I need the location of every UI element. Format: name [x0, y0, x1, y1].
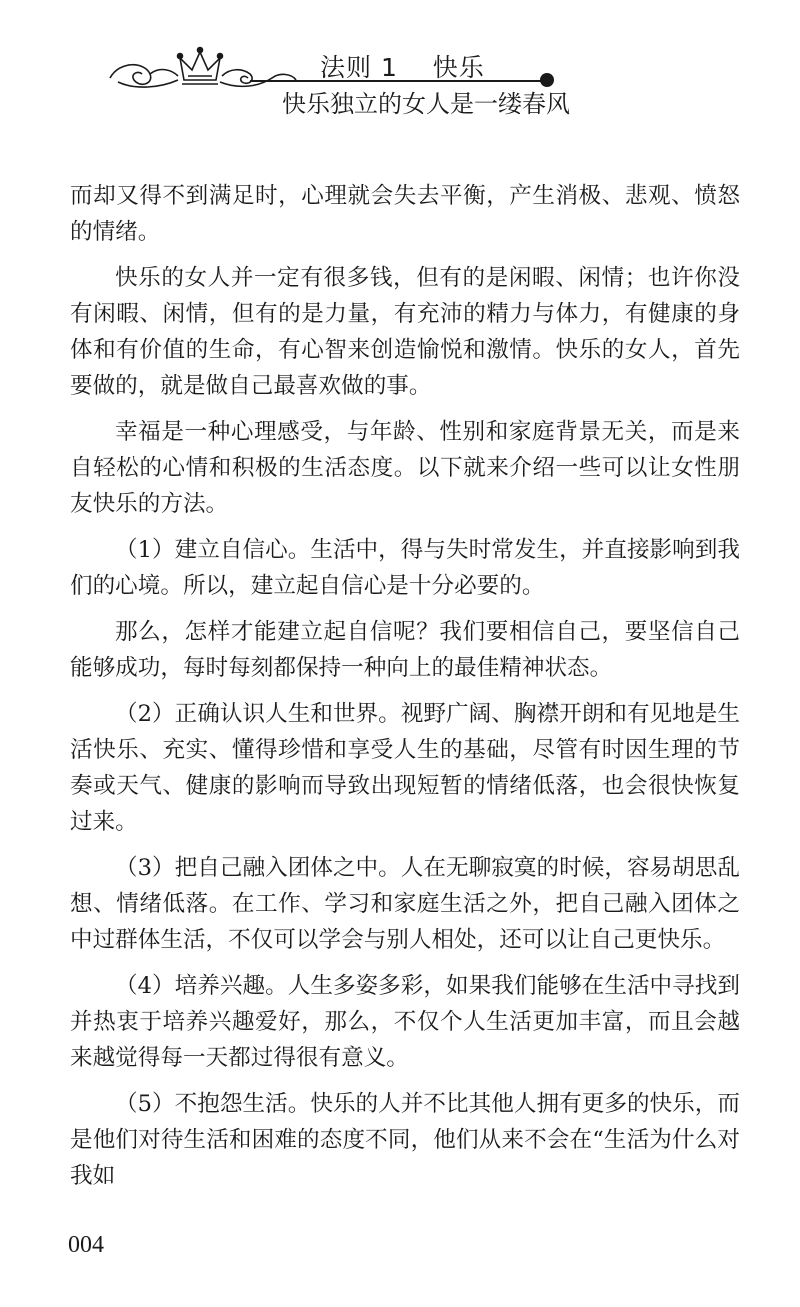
page-header [0, 0, 800, 130]
chapter-subtitle: 快乐独立的女人是一缕春风 [282, 90, 570, 118]
paragraph: （2）正确认识人生和世界。视野广阔、胸襟开朗和有见地是生活快乐、充实、懂得珍惜和享受人生的基础，尽管有时因生理的节奏或天气、健康的影响而导致出现短暂的情绪低落，也会很快恢复过来。 [70, 701, 740, 835]
page-number: 004 [68, 1232, 104, 1258]
paragraph: （1）建立自信心。生活中，得与失时常发生，并直接影响到我们的心境。所以，建立起自信心是十分必要的。 [70, 537, 740, 599]
paragraph: 快乐的女人并一定有很多钱，但有的是闲暇、闲情；也许你没有闲暇、闲情，但有的是力量，有充沛的精力与体力，有健康的身体和有价值的生命，有心智来创造愉悦和激情。快乐的女人，首先要做的，就是做自己最喜欢做的事。 [70, 265, 740, 399]
paragraph: （5）不抱怨生活。快乐的人并不比其他人拥有更多的快乐，而是他们对待生活和困难的态度不同，他们从来不会在“生活为什么对我如 [70, 1091, 740, 1189]
paragraph: 幸福是一种心理感受，与年龄、性别和家庭背景无关，而是来自轻松的心情和积极的生活态度。以下就来介绍一些可以让女性朋友快乐的方法。 [70, 419, 740, 517]
paragraph: （4）培养兴趣。人生多姿多彩，如果我们能够在生活中寻找到并热衷于培养兴趣爱好，那么，不仅个人生活更加丰富，而且会越来越觉得每一天都过得很有意义。 [70, 973, 740, 1071]
paragraph: 而却又得不到满足时，心理就会失去平衡，产生消极、悲观、愤怒的情绪。 [70, 183, 740, 245]
paragraph: （3）把自己融入团体之中。人在无聊寂寞的时候，容易胡思乱想、情绪低落。在工作、学习和家庭生活之外，把自己融入团体之中过群体生活，不仅可以学会与别人相处，还可以让自己更快乐。 [70, 855, 740, 953]
body-text [70, 178, 740, 1204]
chapter-title: 法则 1 快乐 [320, 53, 485, 82]
paragraph: 那么，怎样才能建立起自信呢？我们要相信自己，要坚信自己能够成功，每时每刻都保持一种向上的最佳精神状态。 [70, 619, 740, 681]
